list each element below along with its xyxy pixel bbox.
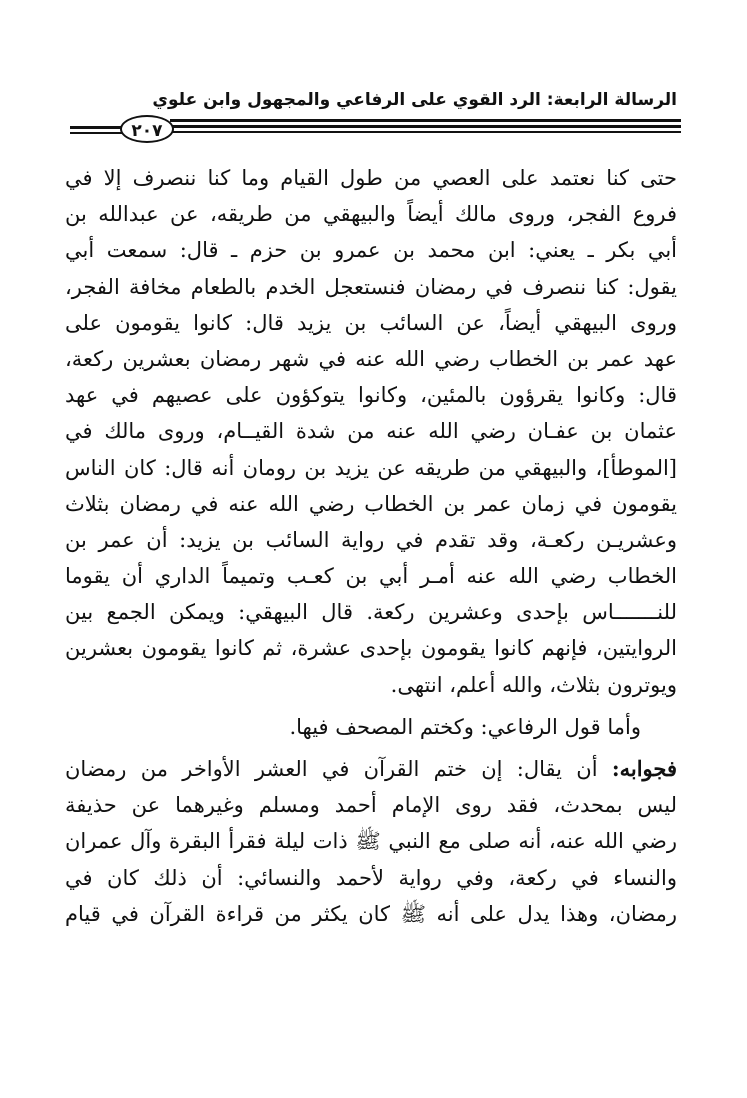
text-line: رمضان، وهذا يدل على أنه ﷺ كان يكثر من قراءة القرآن في قيام [65,901,677,926]
header-divider [170,117,681,135]
text-line: وعشريـن ركعـة، وقد تقدم في رواية السائب بن يزيد: أن عمر بن [65,527,677,552]
text-line: رضي الله عنه، أنه صلى مع النبي ﷺ ذات ليلة فقرأ البقرة وآل عمران [65,829,677,854]
text-line: والنساء في ركعة، وفي رواية لأحمد والنسائي: أن ذلك كان في [65,865,677,890]
header-divider-line [170,119,681,122]
header-divider-line [170,131,681,133]
text-line: عهد عمر بن الخطاب رضي الله عنه في شهر رمضان بعشرين ركعة، [65,346,677,371]
header-divider-left [70,126,122,129]
answer-lead: فجوابه: [611,756,677,781]
text-line: عثمان بن عفـان رضي الله عنه من شدة القيــام، وروى مالك في [65,419,677,444]
page-number: ٢٠٧ [120,115,174,143]
header-divider-line [170,125,681,128]
header-divider-left [70,132,122,134]
quote-line: وأما قول الرفاعي: وكختم المصحف فيها. [289,714,641,739]
text-line: يقومون في زمان عمر بن الخطاب رضي الله عنه في رمضان بثلاث [65,491,677,516]
text-line: وروى البيهقي أيضاً، عن السائب بن يزيد قال: كانوا يقومون على [65,310,677,335]
text-line: [الموطأ]، والبيهقي من طريقه عن يزيد بن رومان أنه قال: كان الناس [65,455,677,480]
answer-line-text: أن يقال: إن ختم القرآن في العشر الأواخر من رمضان [65,757,598,781]
text-line: يقول: كنا ننصرف في رمضان فنستعجل الخدم بالطعام مخافة الفجر، [65,274,677,299]
text-line: حتى كنا نعتمد على العصي من طول القيام وما كنا ننصرف إلا في [65,166,677,190]
page-header-title: الرسالة الرابعة: الرد القوي على الرفاعي والمجهول وابن علوي [152,90,677,110]
text-line: أبي بكر ـ يعني: ابن محمد بن عمرو بن حزم ـ قال: سمعت أبي [65,238,677,263]
text-line: ليس بمحدث، فقد روى الإمام أحمد ومسلم وغيرهما عن حذيفة [65,793,677,818]
text-line: للنـــــــاس بإحدى وعشرين ركعة. قال البيهقي: ويمكن الجمع بين [65,600,677,625]
body-text [65,160,677,932]
text-line: فروع الفجر، وروى مالك أيضاً والبيهقي من طريقه، عن عبدالله بن [65,202,677,227]
text-line: الروايتين، فإنهم كانوا يقومون بإحدى عشرة، ثم كانوا يقومون بعشرين [65,636,677,661]
text-line: ويوترون بثلاث، والله أعلم، انتهى. [390,672,677,697]
text-line: قال: وكانوا يقرؤون بالمئين، وكانوا يتوكؤون على عصيهم في عهد [65,383,677,408]
answer-first-line [65,751,677,787]
text-line: الخطاب رضي الله عنه أمـر أبي بن كعـب وتميماً الداري أن يقوما [65,564,677,589]
